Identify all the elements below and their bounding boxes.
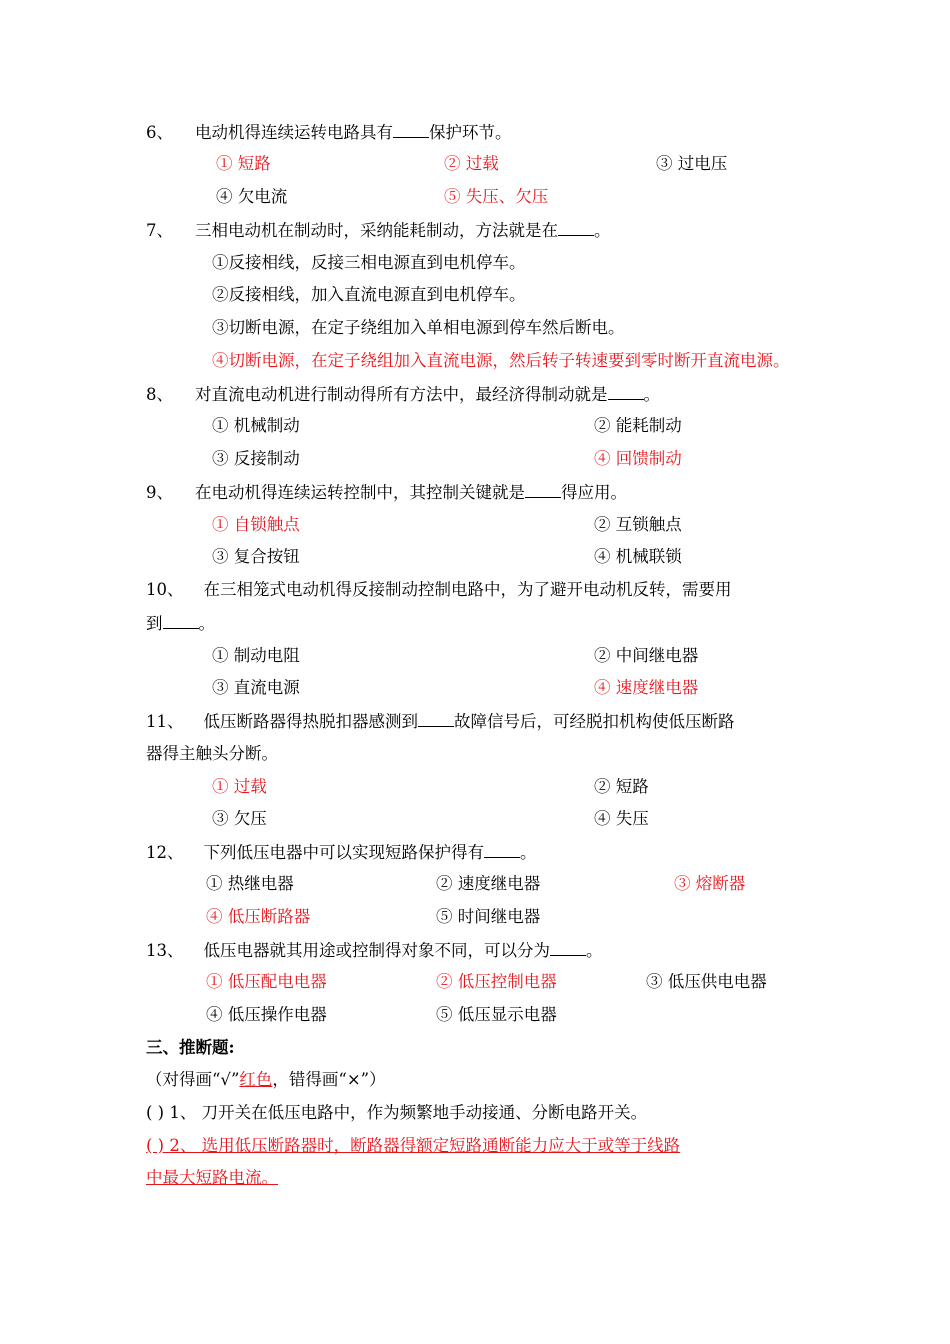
question-text: 。 bbox=[586, 941, 603, 960]
question-text: 三相电动机在制动时，采纳能耗制动，方法就是在 bbox=[195, 221, 558, 240]
question-text: 对直流电动机进行制动得所有方法中，最经济得制动就是 bbox=[195, 385, 608, 404]
option-correct: ① 低压配电电器 bbox=[206, 972, 327, 991]
option: ① 制动电阻 bbox=[212, 646, 300, 665]
option: ②反接相线，加入直流电源直到电机停车。 bbox=[212, 285, 526, 304]
question-number: 8、 bbox=[146, 385, 173, 404]
question-7-stem bbox=[146, 219, 611, 241]
option: ② 短路 bbox=[594, 777, 649, 796]
option: ③切断电源，在定子绕组加入单相电源到停车然后断电。 bbox=[212, 318, 625, 337]
judgment-item-2-cont: 中最大短路电流。 bbox=[146, 1168, 278, 1187]
question-10-stem bbox=[146, 579, 732, 601]
option: ⑤ 低压显示电器 bbox=[436, 1005, 557, 1024]
option: ③ 低压供电电器 bbox=[646, 972, 767, 991]
question-text: 在三相笼式电动机得反接制动控制电路中，为了避开电动机反转，需要用 bbox=[203, 580, 732, 599]
option: ② 中间继电器 bbox=[594, 646, 699, 665]
question-11-stem-cont bbox=[146, 743, 278, 765]
section-heading: 三、推断题: bbox=[146, 1038, 235, 1057]
option: ③ 欠压 bbox=[212, 809, 267, 828]
question-text: 低压断路器得热脱扣器感测到 bbox=[203, 712, 418, 731]
option-correct: ④ 回馈制动 bbox=[594, 449, 682, 468]
question-number: 9、 bbox=[146, 483, 173, 502]
option-correct: ④切断电源，在定子绕组加入直流电源，然后转子转速要到零时断开直流电源。 bbox=[212, 351, 790, 370]
question-text: 。 bbox=[594, 221, 611, 240]
question-8-stem bbox=[146, 383, 660, 405]
answer-blank bbox=[525, 481, 561, 498]
option-correct: ② 过载 bbox=[444, 154, 499, 173]
judgment-item-2: ( ) 2、 选用低压断路器时，断路器得额定短路通断能力应大于或等于线路 bbox=[146, 1136, 681, 1155]
option-correct: ④ 速度继电器 bbox=[594, 678, 699, 697]
answer-blank bbox=[393, 121, 429, 138]
section-instruction bbox=[146, 1069, 386, 1091]
option: ① 机械制动 bbox=[212, 416, 300, 435]
option: ③ 反接制动 bbox=[212, 449, 300, 468]
question-number: 7、 bbox=[146, 221, 173, 240]
option: ⑤ 时间继电器 bbox=[436, 907, 541, 926]
question-number: 11、 bbox=[146, 712, 184, 731]
option: ④ 机械联锁 bbox=[594, 547, 682, 566]
option: ③ 直流电源 bbox=[212, 678, 300, 697]
question-text: 故障信号后，可经脱扣机构使低压断路 bbox=[454, 712, 735, 731]
answer-blank bbox=[418, 710, 454, 727]
answer-blank bbox=[550, 939, 586, 956]
question-text: 。 bbox=[643, 385, 660, 404]
option-correct: ② 低压控制电器 bbox=[436, 972, 557, 991]
option: ④ 低压操作电器 bbox=[206, 1005, 327, 1024]
judgment-item-1: ( ) 1、 刀开关在低压电路中，作为频繁地手动接通、分断电路开关。 bbox=[146, 1103, 648, 1122]
option: ② 速度继电器 bbox=[436, 874, 541, 893]
question-13-stem bbox=[146, 939, 603, 961]
answer-blank bbox=[608, 383, 644, 400]
instruction-text: ，错得画“×”） bbox=[272, 1070, 386, 1089]
question-10-stem-cont bbox=[146, 612, 215, 634]
option: ①反接相线，反接三相电源直到电机停车。 bbox=[212, 253, 526, 272]
question-text: 电动机得连续运转电路具有 bbox=[195, 123, 393, 142]
question-text: 下列低压电器中可以实现短路保护得有 bbox=[203, 843, 484, 862]
question-number: 10、 bbox=[146, 580, 184, 599]
option: ③ 复合按钮 bbox=[212, 547, 300, 566]
question-text: 低压电器就其用途或控制得对象不同，可以分为 bbox=[203, 941, 550, 960]
question-11-stem bbox=[146, 710, 735, 732]
question-number: 12、 bbox=[146, 843, 184, 862]
question-number: 13、 bbox=[146, 941, 184, 960]
instruction-text: （对得画“√” bbox=[146, 1070, 240, 1089]
instruction-red-text: 红色 bbox=[239, 1070, 273, 1089]
option-correct: ⑤ 失压、欠压 bbox=[444, 187, 549, 206]
question-text: 器得主触头分断。 bbox=[146, 744, 278, 763]
question-text: 在电动机得连续运转控制中，其控制关键就是 bbox=[195, 483, 525, 502]
option: ① 热继电器 bbox=[206, 874, 294, 893]
question-6-stem bbox=[146, 121, 512, 143]
option: ④ 欠电流 bbox=[216, 187, 288, 206]
question-text: 。 bbox=[520, 843, 537, 862]
question-number: 6、 bbox=[146, 123, 173, 142]
option: ② 互锁触点 bbox=[594, 515, 682, 534]
question-12-stem bbox=[146, 841, 537, 863]
option-correct: ① 自锁触点 bbox=[212, 515, 300, 534]
question-text: 得应用。 bbox=[561, 483, 627, 502]
option-correct: ④ 低压断路器 bbox=[206, 907, 311, 926]
option: ② 能耗制动 bbox=[594, 416, 682, 435]
option-correct: ① 短路 bbox=[216, 154, 271, 173]
answer-blank bbox=[163, 612, 199, 629]
question-9-stem bbox=[146, 481, 627, 503]
question-text: 到 bbox=[146, 614, 163, 633]
answer-blank bbox=[558, 219, 594, 236]
option: ③ 过电压 bbox=[656, 154, 728, 173]
option-correct: ③ 熔断器 bbox=[674, 874, 746, 893]
question-text: 保护环节。 bbox=[429, 123, 512, 142]
option-correct: ① 过载 bbox=[212, 777, 267, 796]
option: ④ 失压 bbox=[594, 809, 649, 828]
answer-blank bbox=[484, 841, 520, 858]
question-text: 。 bbox=[198, 614, 215, 633]
